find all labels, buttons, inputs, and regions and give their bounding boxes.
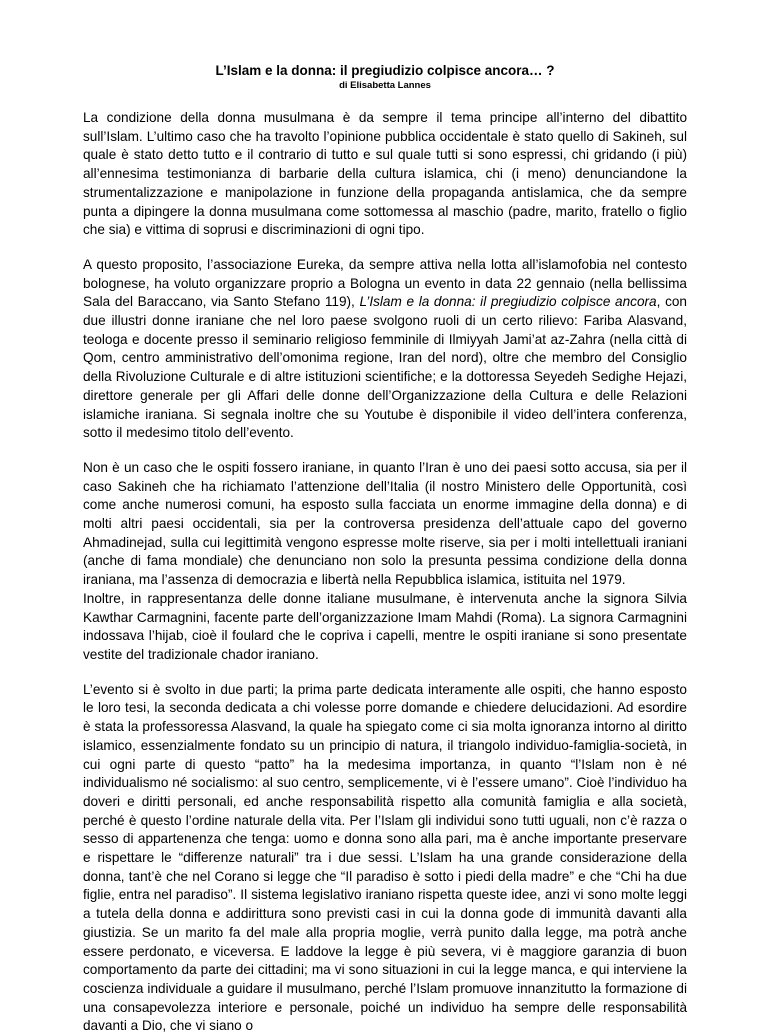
paragraph-3: Non è un caso che le ospiti fossero iraniane, in quanto l’Iran è uno dei paesi sotto accusa, sia per il caso Sakineh che ha richiamato l’attenzione dell’Italia (il nostro Ministero delle Opportunità, così come anche numerosi comuni, ha esposto sulla facciata un enorme immagine della donna) e di molti altri paesi occidentali, sia per la controversa presidenza dell’attuale capo del governo Ahmadinejad, sulla cui legittimità vengono espresse molte riserve, sia per i molti intellettuali iraniani (anche di fama mondiale) che denunciano non solo la presunta pessima condizione della donna iraniana, ma l’assenza di democrazia e libertà nella Repubblica islamica, istituita nel 1979.	[83, 459, 687, 588]
paragraph-2-italic-title: L’Islam e la donna: il pregiudizio colpisce ancora	[359, 294, 657, 310]
paragraph-1: La condizione della donna musulmana è da sempre il tema principe all’interno del dibattito sull’Islam. L’ultimo caso che ha travolto l’opinione pubblica occidentale è stato quello di Sakineh, sul quale è stato detto tutto e il contrario di tutto e sul quale tutti si sono espressi, chi gridando (i più) all’ennesima testimonianza di barbarie della cultura islamica, chi (i meno) denunciandone la strumentalizzazione e manipolazione in funzione della propaganda antislamica, che da sempre punta a dipingere la donna musulmana come sottomessa al maschio (padre, marito, fratello o figlio che sia) e vittima di soprusi e discriminazioni di ogni tipo.	[83, 110, 687, 238]
document-author: di Elisabetta Lannes	[339, 80, 431, 91]
paragraph-2-text-a: A questo proposito, l’associazione Eureka, da sempre attiva nella lotta all’islamofobia nel contesto bolognese, ha voluto organizzare proprio a Bologna un evento in data 22 gennaio (nella bellissima Sala del Baraccano, via Santo Stefano 119),	[83, 256, 687, 310]
paragraph-2-text-b: , con due illustri donne iraniane che nel loro paese svolgono ruoli di un certo rilievo: Fariba Alasvand, teologa e docente presso il seminario religioso femminile di Ilmiyyah Jami’at az-Zahra (nella città di Qom, centro amministrativo dell’omonima regione, Iran del nord), oltre che membro del Consiglio della Rivoluzione Culturale e di altre istituzioni scientifiche; e la dottoressa Seyedeh Sedighe Hejazi, direttore generale per gli Affari delle donne dell’Organizzazione della Cultura e delle Relazioni islamiche iraniana. Si segnala inoltre che su Youtube è disponibile il video dell’intera conferenza, sotto il medesimo titolo dell’evento.	[83, 294, 687, 441]
paragraph-2	[83, 256, 687, 443]
document-page	[83, 62, 687, 1036]
paragraph-4: Inoltre, in rappresentanza delle donne italiane musulmane, è intervenuta anche la signora Silvia Kawthar Carmagnini, facente parte dell’organizzazione Imam Mahdi (Roma). La signora Carmagnini indossava l’hijab, cioè il foulard che le copriva i capelli, mentre le ospiti iraniane si sono presentate vestite del tradizionale chador iraniano.	[83, 590, 687, 662]
document-title: L’Islam e la donna: il pregiudizio colpisce ancora… ?	[215, 63, 555, 78]
paragraph-5: L’evento si è svolto in due parti; la prima parte dedicata interamente alle ospiti, che hanno esposto le loro tesi, la seconda dedicata a chi volesse porre domande e chiedere delucidazioni. Ad esordire è stata la professoressa Alasvand, la quale ha spiegato come ci sia molta ignoranza intorno al diritto islamico, essenzialmente fondato su un principio di natura, il triangolo individuo-famiglia-società, in cui ogni parte di questo “patto” ha la medesima importanza, in quanto “l’Islam non è né individualismo né socialismo: al suo centro, semplicemente, vi è l’essere umano”. Cioè l’individuo ha doveri e diritti personali, ed anche responsabilità rispetto alla comunità famiglia e alla società, perché è questo l’ordine naturale della vita. Per l’Islam gli individui sono tutti uguali, non c’è razza o sesso di appartenenza che tenga: uomo e donna sono alla pari, ma è anche importante preservare e rispettare le “differenze naturali” tra i due sessi. L’Islam ha una grande considerazione della donna, tant’è che nel Corano si legge che “Il paradiso è sotto i piedi della madre” e che “Chi ha due figlie, entra nel paradiso”. Il sistema legislativo iraniano rispetta queste idee, anzi vi sono molte leggi a tutela della donna e addirittura sono previsti casi in cui la donna gode di immunità davanti alla giustizia. Se un marito fa del male alla propria moglie, verrà punito dalla legge, ma potrà anche essere perdonato, e viceversa. E laddove la legge è più severa, vi è maggiore garanzia di buon comportamento da parte dei cittadini; ma vi sono situazioni in cui la legge manca, e qui interviene la coscienza individuale a guidare il musulmano, perché l’Islam promuove innanzitutto la formazione di una consapevolezza interiore e personale, poiché un individuo ha sempre delle responsabilità davanti a Dio, che vi siano o	[83, 681, 687, 1034]
